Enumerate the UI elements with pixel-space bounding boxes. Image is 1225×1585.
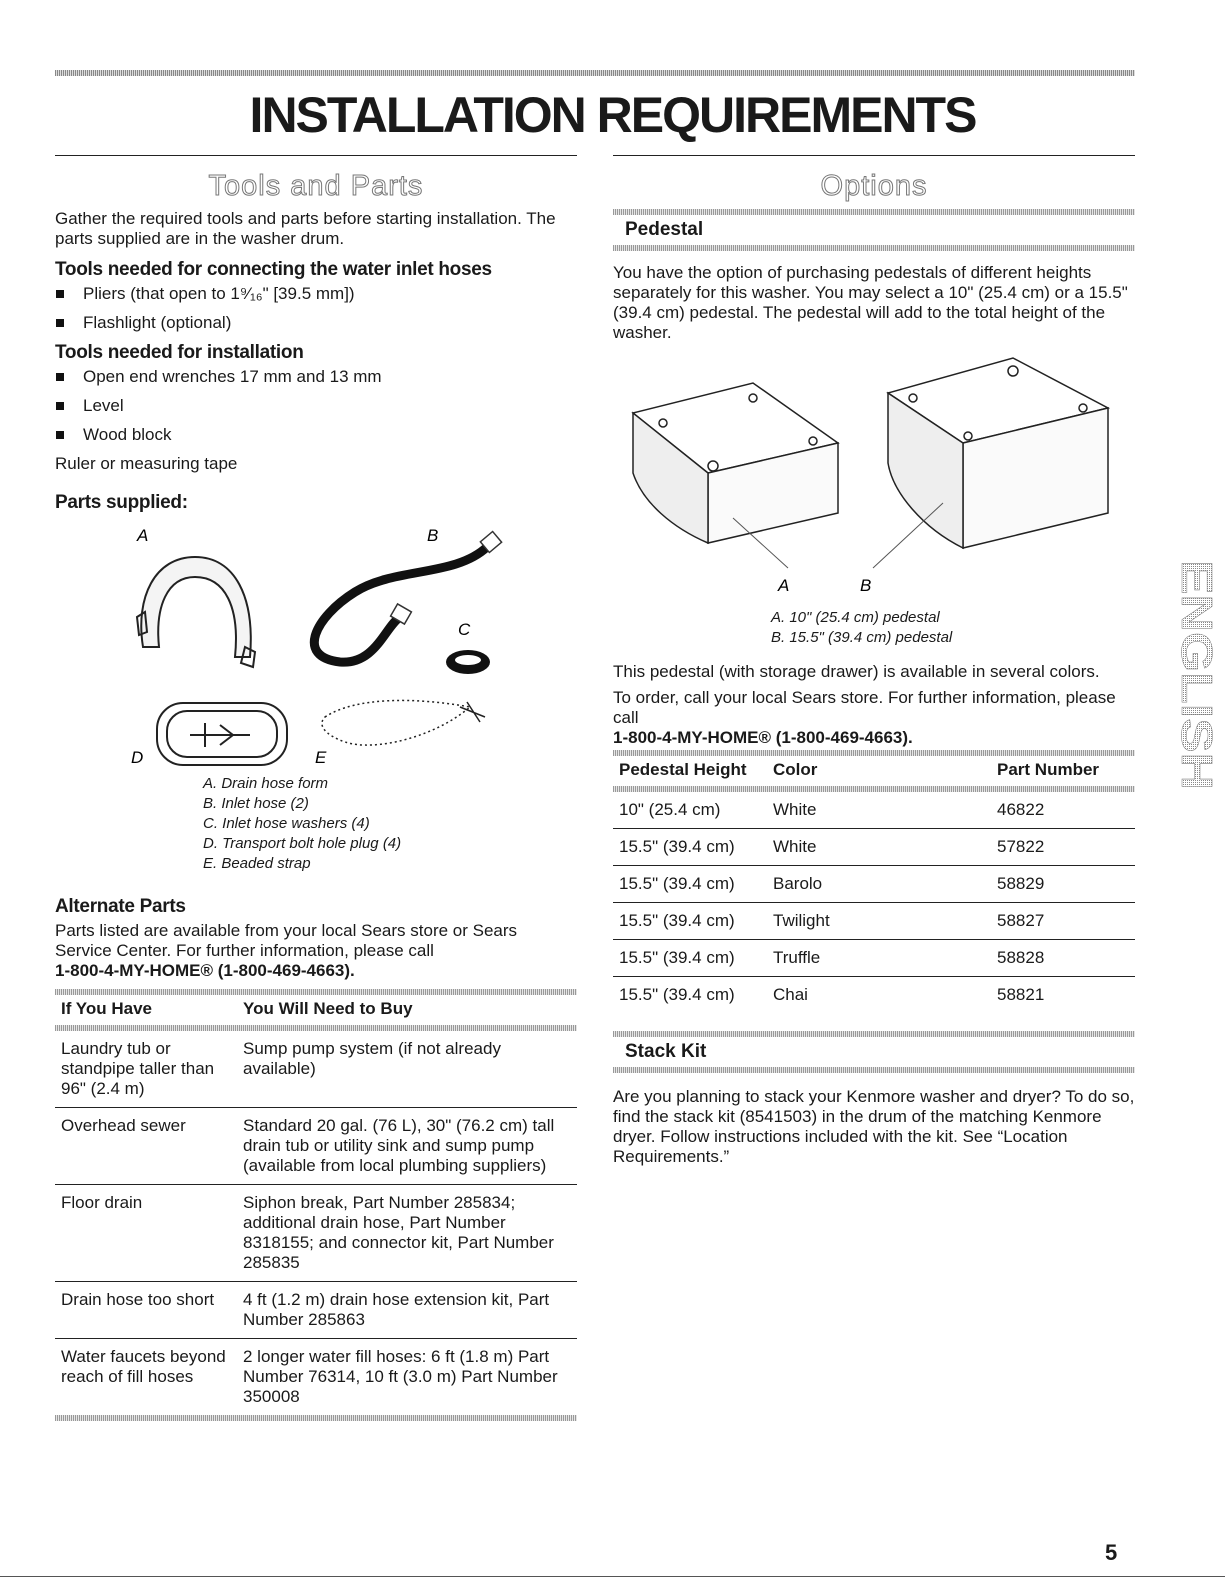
tools-intro: Gather the required tools and parts before starting installation. The parts supplied are in the washer drum.: [55, 209, 556, 248]
table-bottom-dither: [55, 1415, 577, 1421]
column-header: Part Number: [997, 760, 1100, 779]
bullet-icon: [56, 431, 64, 439]
table-header-row: [55, 995, 577, 1025]
caption-line: D. Transport bolt hole plug (4): [203, 835, 402, 852]
table-header-row: [613, 756, 1135, 786]
figure-letter-d: D: [131, 748, 144, 767]
list-item: Level: [55, 396, 577, 416]
figure-letter-b: B: [860, 576, 872, 595]
install-tools-heading: Tools needed for installation: [55, 342, 304, 363]
list-item: Pliers (that open to 1⁹⁄₁₆" [39.5 mm]): [55, 284, 577, 304]
caption-line: C. Inlet hose washers (4): [203, 815, 370, 832]
phone-number: 1-800-4-MY-HOME® (1-800-469-4663).: [613, 728, 913, 747]
beaded-strap-icon: [322, 700, 485, 745]
ruler-text: Ruler or measuring tape: [55, 454, 238, 473]
column-header: If You Have: [61, 999, 153, 1018]
colors-text: This pedestal (with storage drawer) is available in several colors.: [613, 662, 1100, 681]
side-tab-label: ENGLISH: [1172, 560, 1221, 756]
top-dither-bar: [55, 70, 1135, 76]
figure-letter-e: E: [315, 748, 327, 767]
page-title: INSTALLATION REQUIREMENTS: [249, 87, 976, 143]
divider: [55, 155, 577, 156]
bullet-icon: [56, 290, 64, 298]
subhead-dither: [613, 209, 1135, 215]
pedestal-15-icon: [888, 358, 1108, 548]
language-side-tab: [1150, 560, 1221, 792]
subhead-dither: [613, 245, 1135, 251]
alternate-parts-text: Parts listed are available from your local Sears store or Sears Service Center. For further information, please call: [55, 921, 518, 960]
table-row: Drain hose too short 4 ft (1.2 m) drain hose extension kit, Part Number 285863: [55, 1282, 577, 1339]
pedestal-table: [613, 756, 1135, 1013]
caption-line: E. Beaded strap: [203, 855, 311, 872]
list-item: Flashlight (optional): [55, 313, 577, 333]
inlet-hose-icon: [314, 531, 501, 662]
table-row: Water faucets beyond reach of fill hoses 2 longer water fill hoses: 6 ft (1.8 m) Part Number 76314, 10 ft (3.0 m) Part Number 350008: [55, 1339, 577, 1416]
table-row: 15.5" (39.4 cm) Chai 58821: [613, 977, 1135, 1014]
table-row: 15.5" (39.4 cm) Truffle 58828: [613, 940, 1135, 977]
figure-letter-a: A: [778, 576, 790, 595]
figure-letter-b: B: [427, 526, 439, 545]
parts-supplied-heading: Parts supplied:: [55, 492, 188, 513]
figure-letter-a: A: [137, 526, 149, 545]
bullet-icon: [56, 319, 64, 327]
column-header: Color: [773, 760, 818, 779]
install-tools-list: [55, 367, 577, 445]
caption-line: A. 10" (25.4 cm) pedestal: [771, 609, 940, 626]
alternate-parts-heading: Alternate Parts: [55, 896, 186, 917]
inlet-hose-washer-icon: [446, 650, 490, 674]
column-header: Pedestal Height: [619, 760, 747, 779]
transport-bolt-plug-icon: [157, 703, 287, 765]
stack-kit-heading: Stack Kit: [625, 1041, 707, 1062]
table-row: 15.5" (39.4 cm) White 57822: [613, 829, 1135, 866]
table-row: Floor drain Siphon break, Part Number 285834; additional drain hose, Part Number 8318155; and connector kit, Part Number 285835: [55, 1185, 577, 1282]
parts-captions: [55, 774, 577, 874]
order-text: To order, call your local Sears store. For further information, please call: [613, 688, 1116, 727]
table-row: 15.5" (39.4 cm) Barolo 58829: [613, 866, 1135, 903]
subhead-dither: [613, 1031, 1135, 1037]
tools-parts-heading: Tools and Parts: [208, 170, 424, 202]
pedestal-text: You have the option of purchasing pedestals of different heights separately for this washer. You may select a 10" (25.4 cm) or a 15.5" (39.4 cm) pedestal. The pedestal will add to the total height of the washer.: [613, 263, 1128, 342]
table-row: Laundry tub or standpipe taller than 96" (2.4 m) Sump pump system (if not already available): [61, 1039, 501, 1098]
divider: [613, 155, 1135, 156]
bullet-icon: [56, 373, 64, 381]
alternate-parts-table: [55, 995, 577, 1415]
table-row: 10" (25.4 cm) White 46822: [619, 800, 1045, 819]
pedestal-illustration: [613, 353, 1135, 603]
page-number: 5: [1105, 1540, 1118, 1565]
table-row: Overhead sewer Standard 20 gal. (76 L), 30" (76.2 cm) tall drain tub or utility sink and sump pump (available from local plumbing suppliers): [55, 1108, 577, 1185]
pedestal-heading: Pedestal: [625, 219, 704, 240]
subhead-dither: [613, 1067, 1135, 1073]
hoses-tools-list: [55, 284, 577, 333]
caption-line: B. 15.5" (39.4 cm) pedestal: [771, 629, 953, 646]
parts-illustration: [55, 517, 577, 767]
list-item: Open end wrenches 17 mm and 13 mm: [55, 367, 577, 387]
stack-kit-text: Are you planning to stack your Kenmore washer and dryer? To do so, find the stack kit (8541503) in the drum of the matching Kenmore dryer. Follow instructions included with the kit. See “Location Requirements.”: [613, 1087, 1135, 1166]
bottom-rule: [0, 1576, 1225, 1577]
right-column: [613, 155, 1135, 1167]
pedestal-captions: [613, 608, 1135, 648]
bullet-icon: [56, 402, 64, 410]
caption-line: A. Drain hose form: [203, 775, 329, 792]
options-heading: Options: [820, 170, 928, 202]
caption-line: B. Inlet hose (2): [203, 795, 309, 812]
left-column: [55, 155, 577, 1421]
table-row: 15.5" (39.4 cm) Twilight 58827: [613, 903, 1135, 940]
drain-hose-form-icon: [137, 557, 255, 667]
column-header: You Will Need to Buy: [243, 999, 413, 1018]
list-item: Wood block: [55, 425, 577, 445]
figure-letter-c: C: [458, 620, 471, 639]
phone-number: 1-800-4-MY-HOME® (1-800-469-4663).: [55, 961, 355, 980]
hoses-tools-heading: Tools needed for connecting the water inlet hoses: [55, 259, 492, 280]
pedestal-10-icon: [633, 383, 838, 543]
